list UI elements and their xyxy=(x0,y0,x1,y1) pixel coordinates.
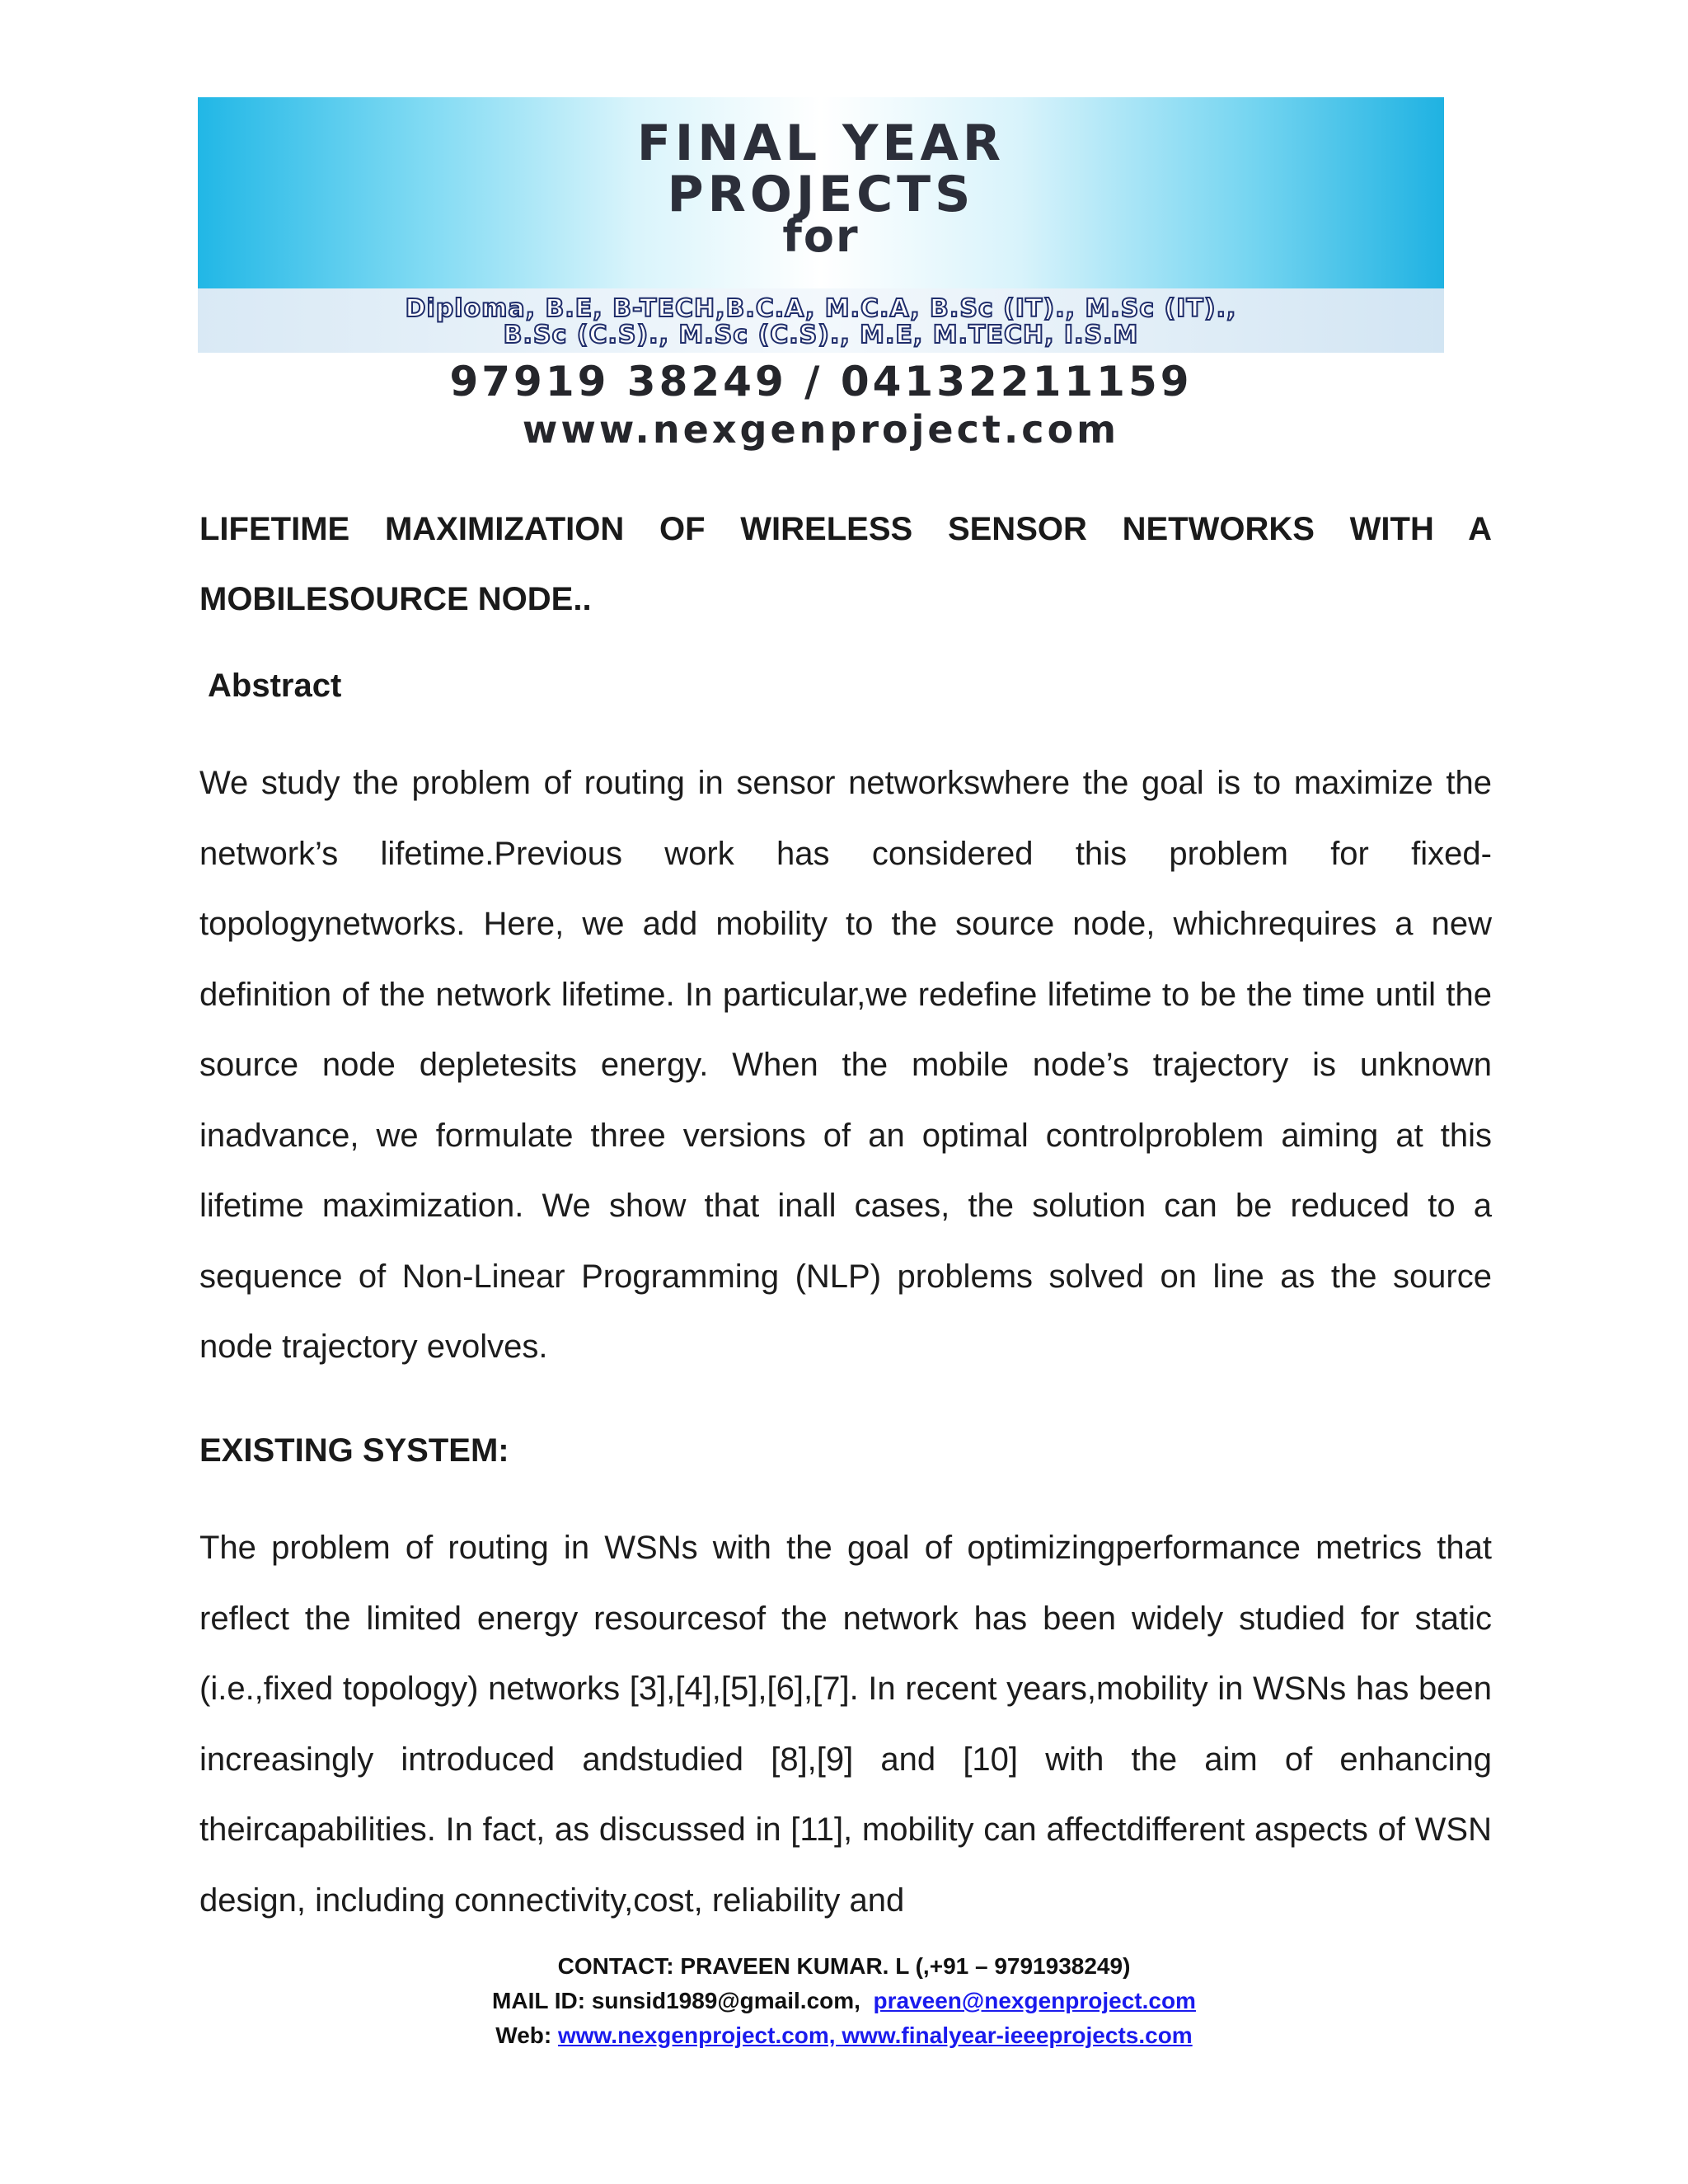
banner-title-line1: FINAL YEAR xyxy=(636,115,1006,172)
document-title: LIFETIME MAXIMIZATION OF WIRELESS SENSOR NETWORKS WITH A MOBILESOURCE NODE.. xyxy=(199,511,1492,617)
banner-degrees-line1: Diploma, B.E, B-TECH,B.C.A, M.C.A, B.Sc (IT)., M.Sc (IT)., xyxy=(405,294,1237,323)
banner-degrees-line2: B.Sc (C.S)., M.Sc (C.S)., M.E, M.TECH, I.S.M xyxy=(503,321,1139,349)
existing-system-paragraph: The problem of routing in WSNs with the goal of optimizingperformance metrics that reflect the limited energy resourcesof the network has been widely studied for static (i.e.,fixed topology) networks [3],[4],[5],[6],[7]. In recent years,mobility in WSNs has been increasingly introduced andstudied [8],[9] and [10] with the aim of enhancing theircapabilities. In fact, as discussed in [11], mobility can affectdifferent aspects of WSN design, including connectivity,cost, reliability and xyxy=(199,1530,1492,1919)
footer-mail-label: MAIL ID: sunsid1989@gmail.com, xyxy=(492,1988,860,2013)
footer-web-link[interactable]: www.nexgenproject.com, www.finalyear-ieeeprojects.com xyxy=(557,2022,1193,2048)
abstract-heading: Abstract xyxy=(208,668,342,704)
abstract-paragraph: We study the problem of routing in sensor networkswhere the goal is to maximize the network’s lifetime.Previous work has considered this problem for fixed-topologynetworks. Here, we add mobility to the source node, whichrequires a new definition of the network lifetime. In particular,we redefine lifetime to be the time until the source node depletesits energy. When the mobile node’s trajectory is unknown inadvance, we formulate three versions of an optimal controlproblem aiming at this lifetime maximization. We show that inall cases, the solution can be reduced to a sequence of Non-Linear Programming (NLP) problems solved on line as the source node trajectory evolves. xyxy=(199,765,1492,1365)
footer-mail-link[interactable]: praveen@nexgenproject.com xyxy=(873,1988,1196,2013)
footer-web-line xyxy=(0,2024,1688,2047)
existing-system-heading: EXISTING SYSTEM: xyxy=(199,1432,509,1469)
footer-web-label: Web: xyxy=(495,2022,552,2048)
banner-phone: 97919 38249 / 04132211159 xyxy=(449,358,1193,405)
footer-mail-line xyxy=(0,1990,1688,2013)
banner-logo xyxy=(198,97,1444,460)
banner-title-line2: PROJECTS xyxy=(667,166,975,223)
banner-title-line3: for xyxy=(782,210,860,262)
footer-contact: CONTACT: PRAVEEN KUMAR. L (,+91 – 9791938249) xyxy=(557,1953,1131,1979)
banner-website: www.nexgenproject.com xyxy=(522,407,1120,452)
